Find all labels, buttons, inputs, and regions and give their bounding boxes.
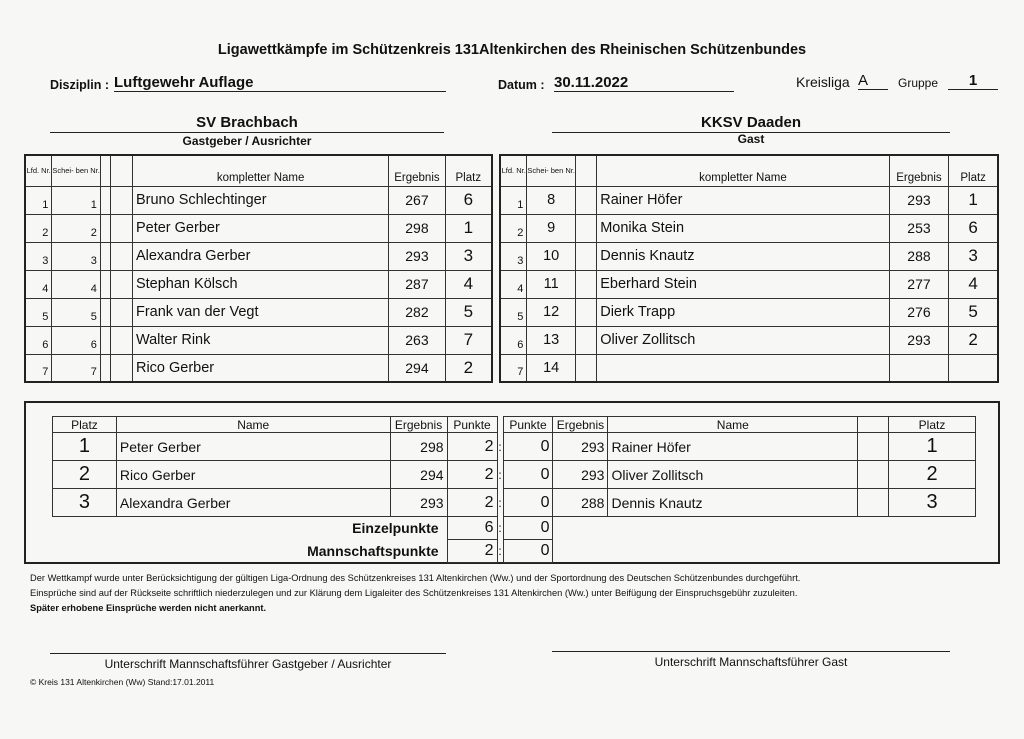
platz-cell: 7 xyxy=(445,326,492,354)
platz-header: Platz xyxy=(445,155,492,186)
guest-rank-cell: 1 xyxy=(889,433,976,461)
shooter-name-cell: Rainer Höfer xyxy=(597,186,889,214)
host-name-cell: Alexandra Gerber xyxy=(116,489,390,517)
platz-cell: 2 xyxy=(445,354,492,382)
host-rank-cell: 1 xyxy=(53,433,117,461)
lfd-cell: 1 xyxy=(25,186,52,214)
kreisliga-label: Kreisliga xyxy=(796,74,850,90)
platz-cell: 1 xyxy=(445,214,492,242)
name-header: kompletter Name xyxy=(132,155,388,186)
blank-cell xyxy=(111,298,133,326)
shooter-name-cell xyxy=(597,354,889,382)
shooter-name-cell: Alexandra Gerber xyxy=(132,242,388,270)
blank-cell xyxy=(575,354,596,382)
lfd-cell: 7 xyxy=(500,354,527,382)
lfd-cell: 5 xyxy=(25,298,52,326)
ergebnis-cell: 293 xyxy=(389,242,445,270)
blank-cell xyxy=(575,214,596,242)
platz-cell: 6 xyxy=(445,186,492,214)
table-row xyxy=(500,354,998,382)
host-signature-line: Unterschrift Mannschaftsführer Gastgeber / Ausrichter xyxy=(50,653,446,671)
ergebnis-cell: 287 xyxy=(389,270,445,298)
shooter-name-cell: Eberhard Stein xyxy=(597,270,889,298)
lfd-header: Lfd. Nr. xyxy=(500,155,527,186)
totals-row xyxy=(53,517,976,540)
platz-cell: 5 xyxy=(949,298,998,326)
blank-cell xyxy=(575,186,596,214)
separator: : xyxy=(498,467,502,482)
lfd-cell: 6 xyxy=(500,326,527,354)
guest-ergebnis-cell: 288 xyxy=(553,489,608,517)
guest-name-cell: Oliver Zollitsch xyxy=(608,461,858,489)
scheibe-cell: 5 xyxy=(52,298,101,326)
blank-cell xyxy=(100,326,110,354)
guest-ergebnis-cell: 293 xyxy=(553,433,608,461)
blank-cell xyxy=(858,433,889,461)
blank-cell xyxy=(575,270,596,298)
host-roster-table xyxy=(24,154,493,383)
lfd-cell: 4 xyxy=(25,270,52,298)
lfd-cell: 5 xyxy=(500,298,527,326)
blank-cell xyxy=(575,242,596,270)
note-line-1: Der Wettkampf wurde unter Berücksichtigung der gültigen Liga-Ordnung des Schützenkreises 131 Altenkirchen (Ww.) und der Sportordnung des Deutschen Schützenbundes durchgeführt. xyxy=(30,573,801,583)
sum-ergebnis-header: Ergebnis xyxy=(390,417,447,433)
guest-team-name: KKSV Daaden xyxy=(552,114,950,133)
scheiben-header: Schei- ben Nr. xyxy=(527,155,576,186)
blank-cell xyxy=(100,354,110,382)
sum-name-header: Name xyxy=(116,417,390,433)
blank-cell xyxy=(111,354,133,382)
separator: : xyxy=(498,521,502,535)
mannschaftspunkte-label: Mannschaftspunkte xyxy=(307,543,439,559)
ergebnis-header: Ergebnis xyxy=(389,155,445,186)
platz-cell: 6 xyxy=(949,214,998,242)
guest-punkte-cell: 0 xyxy=(503,489,553,517)
guest-rank-cell: 3 xyxy=(889,489,976,517)
table-row xyxy=(500,270,998,298)
disziplin-value: Luftgewehr Auflage xyxy=(114,74,446,92)
platz-cell: 3 xyxy=(949,242,998,270)
table-row xyxy=(25,214,492,242)
sum-name-header: Name xyxy=(608,417,858,433)
scheibe-cell: 3 xyxy=(52,242,101,270)
scheiben-header: Schei- ben Nr. xyxy=(52,155,101,186)
gruppe-label: Gruppe xyxy=(898,76,939,90)
table-row xyxy=(25,270,492,298)
guest-punkte-cell: 0 xyxy=(503,461,553,489)
lfd-cell: 2 xyxy=(500,214,527,242)
ergebnis-cell: 276 xyxy=(889,298,949,326)
table-row xyxy=(53,489,976,517)
table-row xyxy=(53,433,976,461)
blank-cell xyxy=(575,298,596,326)
scheibe-cell: 4 xyxy=(52,270,101,298)
blank-cell xyxy=(100,214,110,242)
note-line-3: Später erhobene Einsprüche werden nicht anerkannt. xyxy=(30,603,267,613)
scheibe-cell: 2 xyxy=(52,214,101,242)
scheibe-cell: 13 xyxy=(527,326,576,354)
blank-cell xyxy=(553,540,976,563)
shooter-name-cell: Dierk Trapp xyxy=(597,298,889,326)
shooter-name-cell: Rico Gerber xyxy=(132,354,388,382)
blank-cell xyxy=(100,242,110,270)
ergebnis-cell: 253 xyxy=(889,214,949,242)
sum-punkte-header: Punkte xyxy=(447,417,497,433)
platz-header: Platz xyxy=(949,155,998,186)
guest-name-cell: Rainer Höfer xyxy=(608,433,858,461)
host-punkte-cell: 2 xyxy=(447,489,497,517)
gruppe-value: 1 xyxy=(948,72,998,90)
einzelpunkte-label: Einzelpunkte xyxy=(352,520,439,537)
ergebnis-header: Ergebnis xyxy=(889,155,949,186)
ergebnis-cell: 282 xyxy=(389,298,445,326)
lfd-cell: 1 xyxy=(500,186,527,214)
scheibe-cell: 7 xyxy=(52,354,101,382)
host-rank-cell: 2 xyxy=(53,461,117,489)
ergebnis-cell: 277 xyxy=(889,270,949,298)
ergebnis-cell: 288 xyxy=(889,242,949,270)
datum-value: 30.11.2022 xyxy=(554,74,734,92)
scheibe-cell: 10 xyxy=(527,242,576,270)
blank-cell xyxy=(111,326,133,354)
platz-cell: 2 xyxy=(949,326,998,354)
lfd-cell: 7 xyxy=(25,354,52,382)
summary-table xyxy=(52,416,976,563)
mannschaftspunkte-host: 2 xyxy=(447,540,497,563)
host-ergebnis-cell: 293 xyxy=(390,489,447,517)
blank-cell xyxy=(858,461,889,489)
scheibe-cell: 11 xyxy=(527,270,576,298)
blank-cell xyxy=(100,186,110,214)
sum-platz-header: Platz xyxy=(889,417,976,433)
footer-copyright: © Kreis 131 Altenkirchen (Ww) Stand:17.01.2011 xyxy=(30,677,215,687)
shooter-name-cell: Dennis Knautz xyxy=(597,242,889,270)
host-role: Gastgeber / Ausrichter xyxy=(182,134,312,148)
lfd-header: Lfd. Nr. xyxy=(25,155,52,186)
scheibe-cell: 6 xyxy=(52,326,101,354)
scheibe-cell: 12 xyxy=(527,298,576,326)
guest-signature-line: Unterschrift Mannschaftsführer Gast xyxy=(552,651,950,669)
kreisliga-value: A xyxy=(858,72,888,90)
blank-header xyxy=(100,155,110,186)
platz-cell: 3 xyxy=(445,242,492,270)
shooter-name-cell: Oliver Zollitsch xyxy=(597,326,889,354)
shooter-name-cell: Monika Stein xyxy=(597,214,889,242)
separator: : xyxy=(498,544,502,558)
host-name-cell: Peter Gerber xyxy=(116,433,390,461)
host-team-name: SV Brachbach xyxy=(50,114,444,133)
separator: : xyxy=(498,495,502,510)
ergebnis-cell xyxy=(889,354,949,382)
shooter-name-cell: Walter Rink xyxy=(132,326,388,354)
blank-cell xyxy=(111,242,133,270)
page-title: Ligawettkämpfe im Schützenkreis 131Altenkirchen des Rheinischen Schützenbundes xyxy=(217,42,807,58)
sum-platz-header: Platz xyxy=(53,417,117,433)
disziplin-label: Disziplin : xyxy=(50,78,110,92)
blank-cell xyxy=(100,270,110,298)
host-ergebnis-cell: 298 xyxy=(390,433,447,461)
shooter-name-cell: Bruno Schlechtinger xyxy=(132,186,388,214)
scheibe-cell: 8 xyxy=(527,186,576,214)
note-line-2: Einsprüche sind auf der Rückseite schriftlich niederzulegen und zur Klärung dem Ligaleiter des Schützenkreises 131 Altenkirchen (Ww.) unter Beifügung der Einspruchsgebühr zuzuleiten. xyxy=(30,588,798,598)
guest-rank-cell: 2 xyxy=(889,461,976,489)
ergebnis-cell: 298 xyxy=(389,214,445,242)
lfd-cell: 4 xyxy=(500,270,527,298)
table-row xyxy=(500,298,998,326)
table-row xyxy=(500,214,998,242)
table-row xyxy=(25,354,492,382)
table-row xyxy=(25,242,492,270)
host-name-cell: Rico Gerber xyxy=(116,461,390,489)
platz-cell xyxy=(949,354,998,382)
blank-cell xyxy=(100,298,110,326)
einzelpunkte-guest: 0 xyxy=(503,517,553,540)
shooter-name-cell: Stephan Kölsch xyxy=(132,270,388,298)
ergebnis-cell: 293 xyxy=(889,326,949,354)
lfd-cell: 2 xyxy=(25,214,52,242)
platz-cell: 4 xyxy=(949,270,998,298)
ergebnis-cell: 294 xyxy=(389,354,445,382)
platz-cell: 1 xyxy=(949,186,998,214)
lfd-cell: 3 xyxy=(500,242,527,270)
sum-punkte-header: Punkte xyxy=(503,417,553,433)
host-rank-cell: 3 xyxy=(53,489,117,517)
table-row xyxy=(25,186,492,214)
table-row xyxy=(25,326,492,354)
scheibe-cell: 9 xyxy=(527,214,576,242)
datum-label: Datum : xyxy=(498,78,545,92)
blank-cell xyxy=(553,517,976,540)
guest-role: Gast xyxy=(737,132,765,146)
table-row xyxy=(500,186,998,214)
ergebnis-cell: 267 xyxy=(389,186,445,214)
platz-cell: 4 xyxy=(445,270,492,298)
blank-header xyxy=(858,417,889,433)
host-ergebnis-cell: 294 xyxy=(390,461,447,489)
ergebnis-cell: 263 xyxy=(389,326,445,354)
host-punkte-cell: 2 xyxy=(447,461,497,489)
lfd-cell: 6 xyxy=(25,326,52,354)
ergebnis-cell: 293 xyxy=(889,186,949,214)
guest-name-cell: Dennis Knautz xyxy=(608,489,858,517)
blank-header xyxy=(111,155,133,186)
guest-ergebnis-cell: 293 xyxy=(553,461,608,489)
table-row xyxy=(25,298,492,326)
totals-row xyxy=(53,540,976,563)
blank-cell xyxy=(858,489,889,517)
blank-header xyxy=(575,155,596,186)
lfd-cell: 3 xyxy=(25,242,52,270)
einzelpunkte-host: 6 xyxy=(447,517,497,540)
platz-cell: 5 xyxy=(445,298,492,326)
guest-punkte-cell: 0 xyxy=(503,433,553,461)
table-row xyxy=(500,242,998,270)
blank-cell xyxy=(575,326,596,354)
host-punkte-cell: 2 xyxy=(447,433,497,461)
mannschaftspunkte-guest: 0 xyxy=(503,540,553,563)
table-row xyxy=(500,326,998,354)
scheibe-cell: 14 xyxy=(527,354,576,382)
blank-cell xyxy=(111,270,133,298)
name-header: kompletter Name xyxy=(597,155,889,186)
shooter-name-cell: Peter Gerber xyxy=(132,214,388,242)
sum-ergebnis-header: Ergebnis xyxy=(553,417,608,433)
blank-cell xyxy=(111,186,133,214)
separator: : xyxy=(498,439,502,454)
table-row xyxy=(53,461,976,489)
shooter-name-cell: Frank van der Vegt xyxy=(132,298,388,326)
guest-roster-table xyxy=(499,154,999,383)
blank-cell xyxy=(111,214,133,242)
scheibe-cell: 1 xyxy=(52,186,101,214)
